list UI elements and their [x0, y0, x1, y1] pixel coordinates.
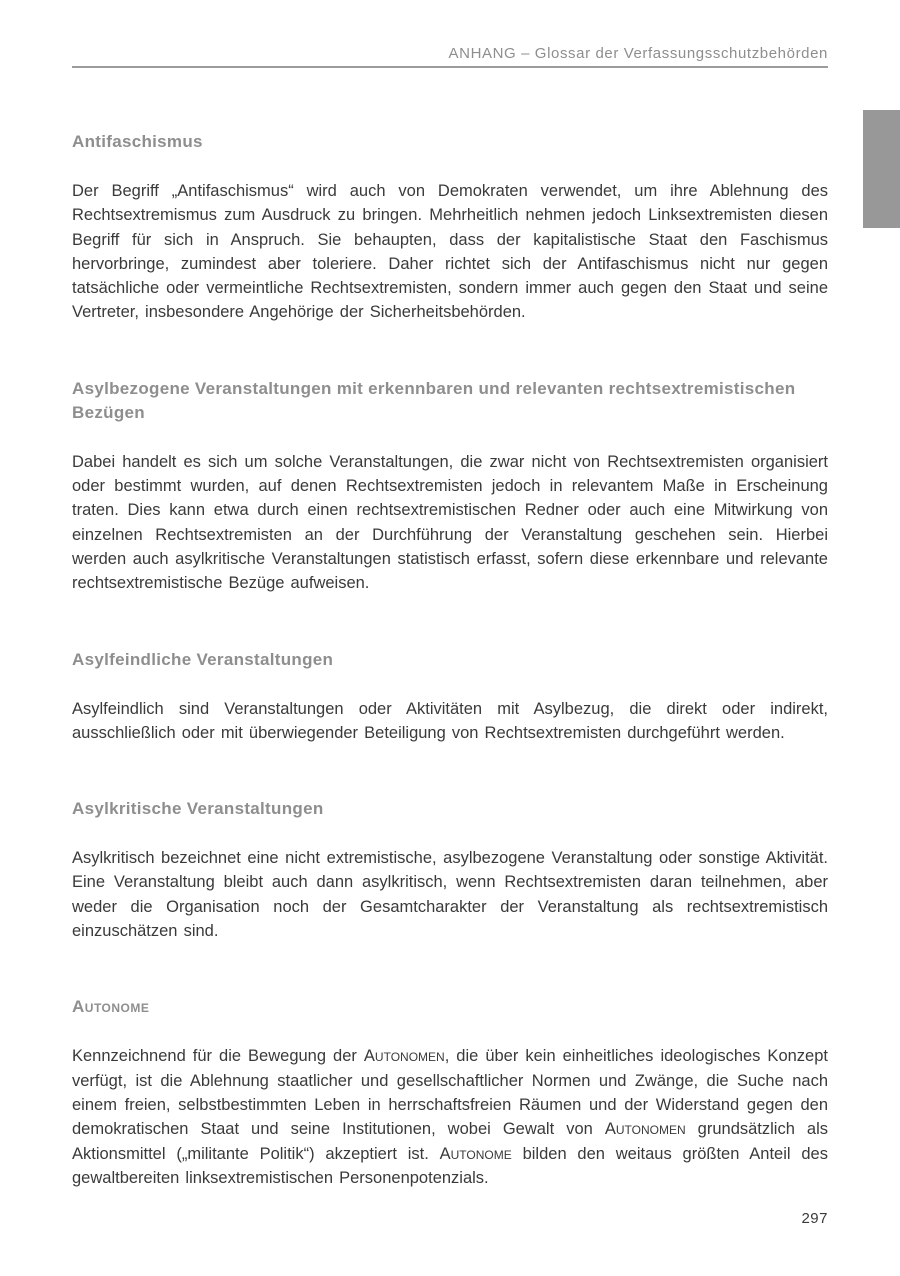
section-paragraph: Kennzeichnend für die Bewegung der Autonomen, die über kein einheitliches ideologisches Konzept verfügt, ist die Ablehnung staatlicher und gesellschaftlicher Normen und Zwänge, die Suche nach einem freien, selbstbestimmten Leben in herrschaftsfreien Räumen und der Widerstand gegen den demokratischen Staat und seine Institutionen, wobei Gewalt von Autonomen grundsätzlich als Aktionsmittel („militante Politik“) akzeptiert ist. Autonome bilden den weitaus größten Anteil des gewaltbereiten linksextremistischen Personenpotenzials. [72, 1047, 829, 1187]
glossary-section [72, 377, 828, 596]
section-paragraph: Dabei handelt es sich um solche Veranstaltungen, die zwar nicht von Rechtsextremisten organisiert oder bestimmt wurden, auf denen Rechtsextremisten jedoch in relevantem Maße in Erscheinung traten. Dies kann etwa durch einen rechtsextremistischen Redner oder auch eine Mitwirkung von einzelnen Rechtsextremisten an der Durchführung der Veranstaltung geschehen sein. Hierbei werden auch asylkritische Veranstaltungen statistisch erfasst, sofern diese erkennbare und relevante rechtsextremistische Bezüge aufweisen. [72, 452, 828, 593]
chapter-thumb-tab [863, 110, 900, 228]
section-heading: Antifaschismus [72, 132, 203, 151]
header-rule [72, 66, 828, 68]
section-heading: Asylfeindliche Veranstaltungen [72, 649, 334, 669]
section-paragraph: Der Begriff „Antifaschismus“ wird auch von Demokraten verwendet, um ihre Ablehnung des Rechtsextremismus zum Ausdruck zu bringen. Mehrheitlich nehmen jedoch Linksextremisten diesen Begriff für sich in Anspruch. Sie behaupten, dass der kapitalistische Staat den Faschismus hervorbringe, zumindest aber toleriere. Daher richtet sich der Antifaschismus nicht nur gegen tatsächliche oder vermeintliche Rechtsextremisten, sondern immer auch gegen den Staat und seine Vertreter, insbesondere Angehörige der Sicherheitsbehörden. [72, 182, 828, 322]
glossary-content [72, 130, 828, 1190]
glossary-section [72, 648, 828, 746]
section-paragraph: Asylkritisch bezeichnet eine nicht extremistische, asylbezogene Veranstaltung oder sonstige Aktivität. Eine Veranstaltung bleibt auch dann asylkritisch, wenn Rechtsextremisten daran teilnehmen, aber weder die Organisation noch der Gesamtcharakter der Veranstaltung als rechtsextremistisch einzuschätzen sind. [72, 849, 828, 941]
section-heading: Asylbezogene Veranstaltungen mit erkennbaren und relevanten rechtsextremistischen Bezügen [72, 378, 796, 422]
section-paragraph: Asylfeindlich sind Veranstaltungen oder Aktivitäten mit Asylbezug, die direkt oder indirekt, ausschließlich oder mit überwiegender Beteiligung von Rechtsextremisten durchgeführt werden. [72, 699, 828, 742]
glossary-section [72, 797, 828, 943]
glossary-section [72, 995, 828, 1190]
section-heading: Asylkritische Veranstaltungen [72, 799, 324, 819]
page-number: 297 [801, 1210, 828, 1227]
page-header [72, 0, 828, 68]
running-header-text: ANHANG – Glossar der Verfassungsschutzbehörden [448, 45, 828, 62]
glossary-section [72, 130, 828, 325]
section-heading: Autonome [72, 997, 150, 1017]
